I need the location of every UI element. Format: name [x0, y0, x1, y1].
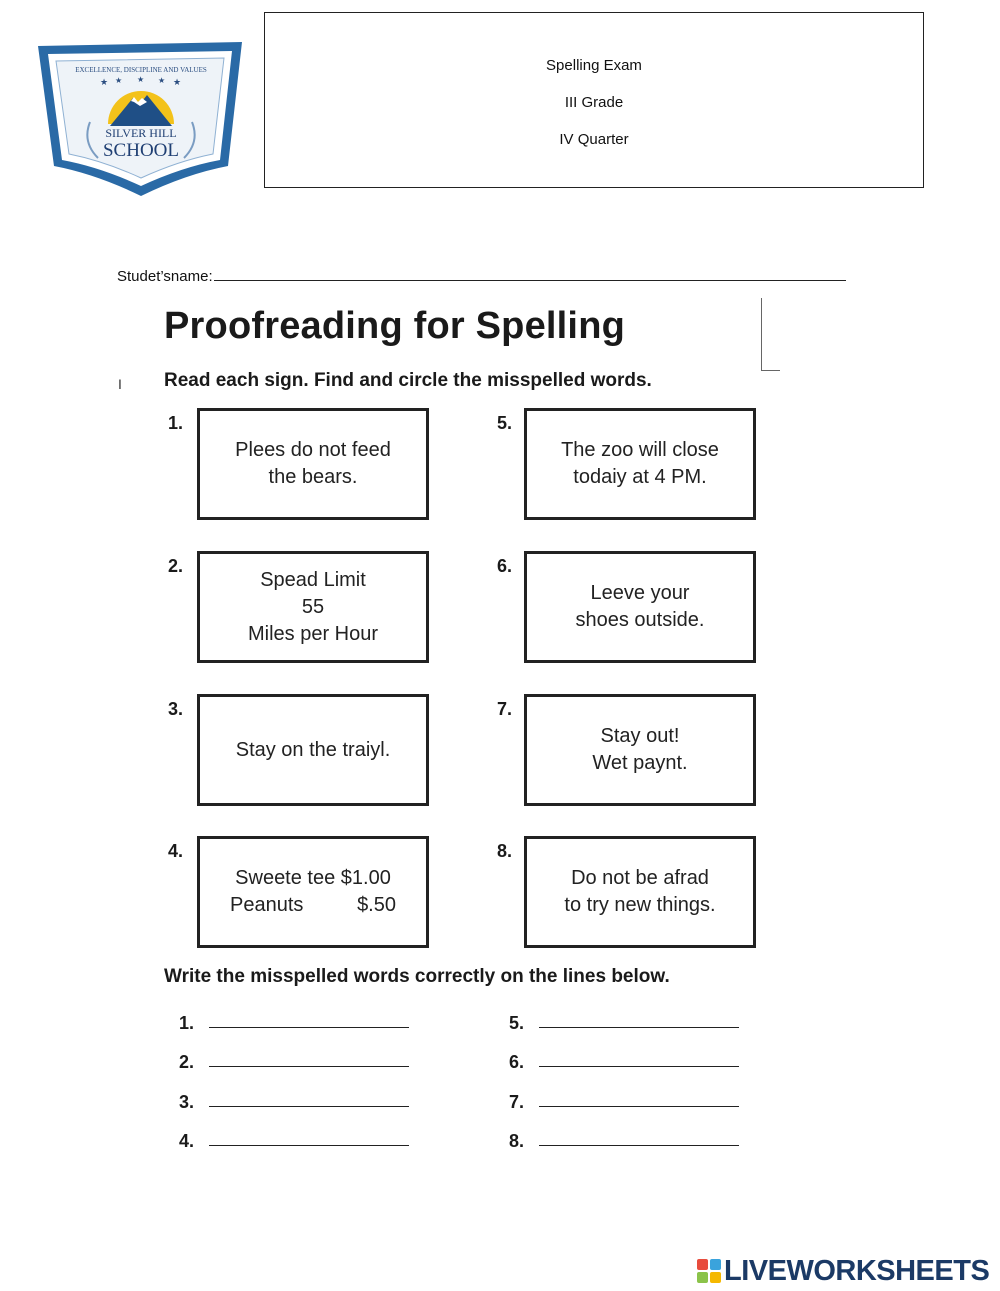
sign-text[interactable]: Do not be afrad — [571, 867, 709, 889]
student-name-input[interactable] — [214, 266, 846, 281]
sign-number: 7. — [497, 699, 513, 719]
sign-3[interactable] — [197, 694, 429, 806]
answer-number: 6. — [509, 1052, 525, 1072]
student-name-label: Studet’sname: — [117, 268, 213, 285]
exam-title: Spelling Exam — [546, 57, 642, 74]
sign-text[interactable]: todaiy at 4 PM. — [573, 466, 707, 488]
school-logo — [36, 40, 246, 200]
answer-line[interactable] — [539, 1145, 739, 1146]
sign-1[interactable] — [197, 408, 429, 520]
svg-text:★: ★ — [115, 76, 123, 85]
sign-5[interactable] — [524, 408, 756, 520]
logo-name-line2: SCHOOL — [102, 140, 180, 161]
sign-text[interactable]: Spead Limit — [260, 568, 366, 591]
sign-number: 6. — [497, 556, 513, 576]
exam-header-box — [264, 12, 924, 188]
sign-text[interactable]: Stay on the traiyl. — [235, 738, 391, 761]
sign-7[interactable] — [524, 694, 756, 806]
svg-text:★: ★ — [100, 77, 109, 87]
sign-text[interactable]: the bears. — [268, 466, 358, 488]
answer-number: 5. — [509, 1013, 525, 1033]
sign-number: 8. — [497, 841, 513, 861]
logo-name-line1: SILVER HILL — [105, 126, 177, 140]
sign-text[interactable]: Sweete tee $1.00 — [235, 867, 391, 889]
liveworksheets-logo — [697, 1255, 989, 1287]
sign-number: 5. — [497, 413, 513, 433]
write-instruction: Write the misspelled words correctly on the lines below. — [164, 966, 670, 987]
liveworksheets-blocks-icon — [697, 1259, 721, 1283]
sign-text[interactable]: Leeve your — [590, 582, 690, 604]
student-name-row — [117, 266, 846, 285]
logo-motto: EXCELLENCE, DISCIPLINE AND VALUES — [75, 66, 207, 74]
exam-quarter: IV Quarter — [559, 131, 629, 148]
sign-number: 1. — [168, 413, 184, 433]
answer-number: 7. — [509, 1092, 525, 1112]
liveworksheets-text: LIVEWORKSHEETS — [724, 1254, 990, 1287]
sign-number: 3. — [168, 699, 184, 719]
answer-number: 1. — [179, 1013, 195, 1033]
school-crest-icon — [36, 40, 246, 200]
sign-price-row — [230, 892, 396, 919]
worksheet-title: Proofreading for Spelling — [164, 305, 626, 347]
answer-line[interactable] — [209, 1027, 409, 1028]
sign-number: 2. — [168, 556, 184, 576]
answer-line[interactable] — [539, 1106, 739, 1107]
sign-text[interactable]: Miles per Hour — [247, 622, 379, 645]
answer-number: 4. — [179, 1131, 195, 1151]
answer-number: 3. — [179, 1092, 195, 1112]
color-block — [697, 1259, 708, 1270]
answer-number: 8. — [509, 1131, 525, 1151]
sign-4[interactable] — [197, 836, 429, 948]
sign-number: 4. — [168, 841, 184, 861]
sign-text[interactable]: Wet paynt. — [592, 752, 688, 774]
sign-text[interactable]: The zoo will close — [561, 439, 719, 461]
color-block — [697, 1272, 708, 1283]
answer-line[interactable] — [539, 1027, 739, 1028]
answer-line[interactable] — [209, 1106, 409, 1107]
sign-text[interactable]: $.50 — [357, 894, 396, 916]
svg-text:★: ★ — [137, 75, 145, 84]
color-block — [710, 1272, 721, 1283]
answer-line[interactable] — [209, 1066, 409, 1067]
answer-line[interactable] — [209, 1145, 409, 1146]
sign-8[interactable] — [524, 836, 756, 948]
sign-text[interactable]: 55 — [301, 595, 325, 618]
sign-text[interactable]: to try new things. — [564, 894, 716, 916]
sign-2[interactable] — [197, 551, 429, 663]
answer-number: 2. — [179, 1052, 195, 1072]
sign-text[interactable]: Plees do not feed — [235, 439, 391, 461]
exam-grade: III Grade — [564, 94, 624, 111]
svg-text:★: ★ — [173, 77, 182, 87]
sign-instruction: Read each sign. Find and circle the misspelled words. — [164, 370, 652, 391]
answer-line[interactable] — [539, 1066, 739, 1067]
sign-text[interactable]: Stay out! — [600, 725, 680, 747]
sign-text[interactable]: shoes outside. — [575, 609, 705, 631]
color-block — [710, 1259, 721, 1270]
sign-6[interactable] — [524, 551, 756, 663]
sign-text[interactable]: Peanuts — [230, 894, 304, 916]
corner-bracket — [761, 298, 780, 371]
svg-text:★: ★ — [158, 76, 166, 85]
stray-mark: I — [118, 376, 122, 392]
